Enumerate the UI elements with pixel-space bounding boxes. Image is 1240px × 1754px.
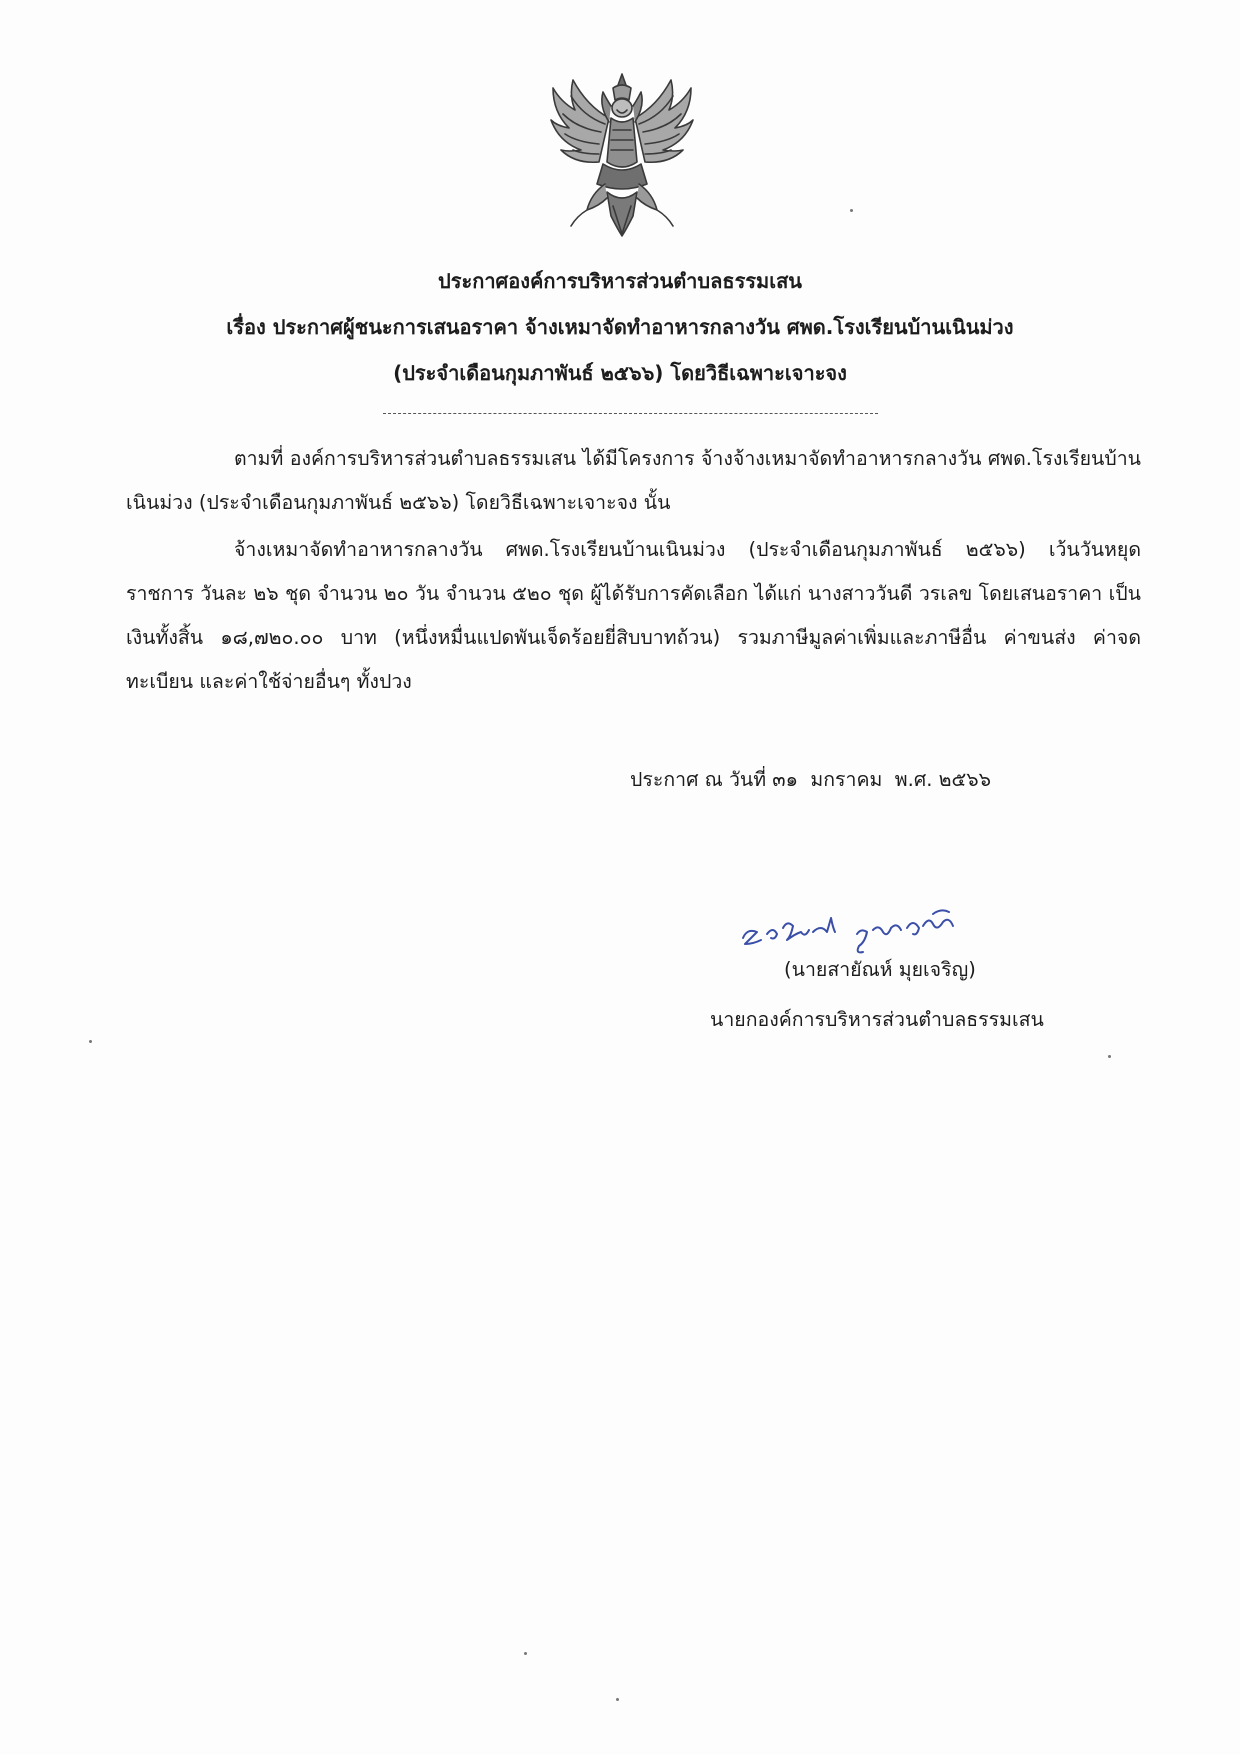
body-paragraph-1 <box>126 437 1141 525</box>
body-paragraph-2 <box>126 528 1141 704</box>
title-divider <box>383 413 878 414</box>
issuer-title: ประกาศองค์การบริหารส่วนตำบลธรรมเสน <box>438 269 802 293</box>
scan-speck <box>616 1698 619 1701</box>
announcement-date: ประกาศ ณ วันที่ ๓๑ มกราคม พ.ศ. ๒๕๖๖ <box>630 768 991 791</box>
announcement-title-block <box>0 258 1240 396</box>
scan-speck <box>1108 1055 1111 1058</box>
body-paragraph-2-text: จ้างเหมาจัดทำอาหารกลางวัน ศพด.โรงเรียนบ้านเนินม่วง (ประจำเดือนกุมภาพันธ์ ๒๕๖๖) เว้นวันหยุดราชการ วันละ ๒๖ ชุด จำนวน ๒๐ วัน จำนวน ๕๒๐ ชุด ผู้ได้รับการคัดเลือก ได้แก่ นางสาววันดี วรเลข โดยเสนอราคา เป็นเงินทั้งสิ้น ๑๘,๗๒๐.๐๐ บาท (หนึ่งหมื่นแปดพันเจ็ดร้อยยี่สิบบาทถ้วน) รวมภาษีมูลค่าเพิ่มและภาษีอื่น ค่าขนส่ง ค่าจดทะเบียน และค่าใช้จ่ายอื่นๆ ทั้งปวง <box>126 538 1141 693</box>
subject-title-continued: (ประจำเดือนกุมภาพันธ์ ๒๕๖๖) โดยวิธีเฉพาะเจาะจง <box>393 361 847 385</box>
scan-speck <box>524 1652 527 1655</box>
scan-speck <box>89 1040 92 1043</box>
signatory-position: นายกองค์การบริหารส่วนตำบลธรรมเสน <box>710 1008 1044 1031</box>
subject-title: เรื่อง ประกาศผู้ชนะการเสนอราคา จ้างเหมาจัดทำอาหารกลางวัน ศพด.โรงเรียนบ้านเนินม่วง <box>226 315 1014 339</box>
scan-speck <box>850 209 853 212</box>
garuda-emblem-icon <box>547 66 697 246</box>
body-paragraph-1-text: ตามที่ องค์การบริหารส่วนตำบลธรรมเสน ได้มีโครงการ จ้างจ้างเหมาจัดทำอาหารกลางวัน ศพด.โรงเรียนบ้านเนินม่วง (ประจำเดือนกุมภาพันธ์ ๒๕๖๖) โดยวิธีเฉพาะเจาะจง นั้น <box>126 447 1141 514</box>
signatory-name: (นายสายัณห์ มุยเจริญ) <box>784 958 976 981</box>
